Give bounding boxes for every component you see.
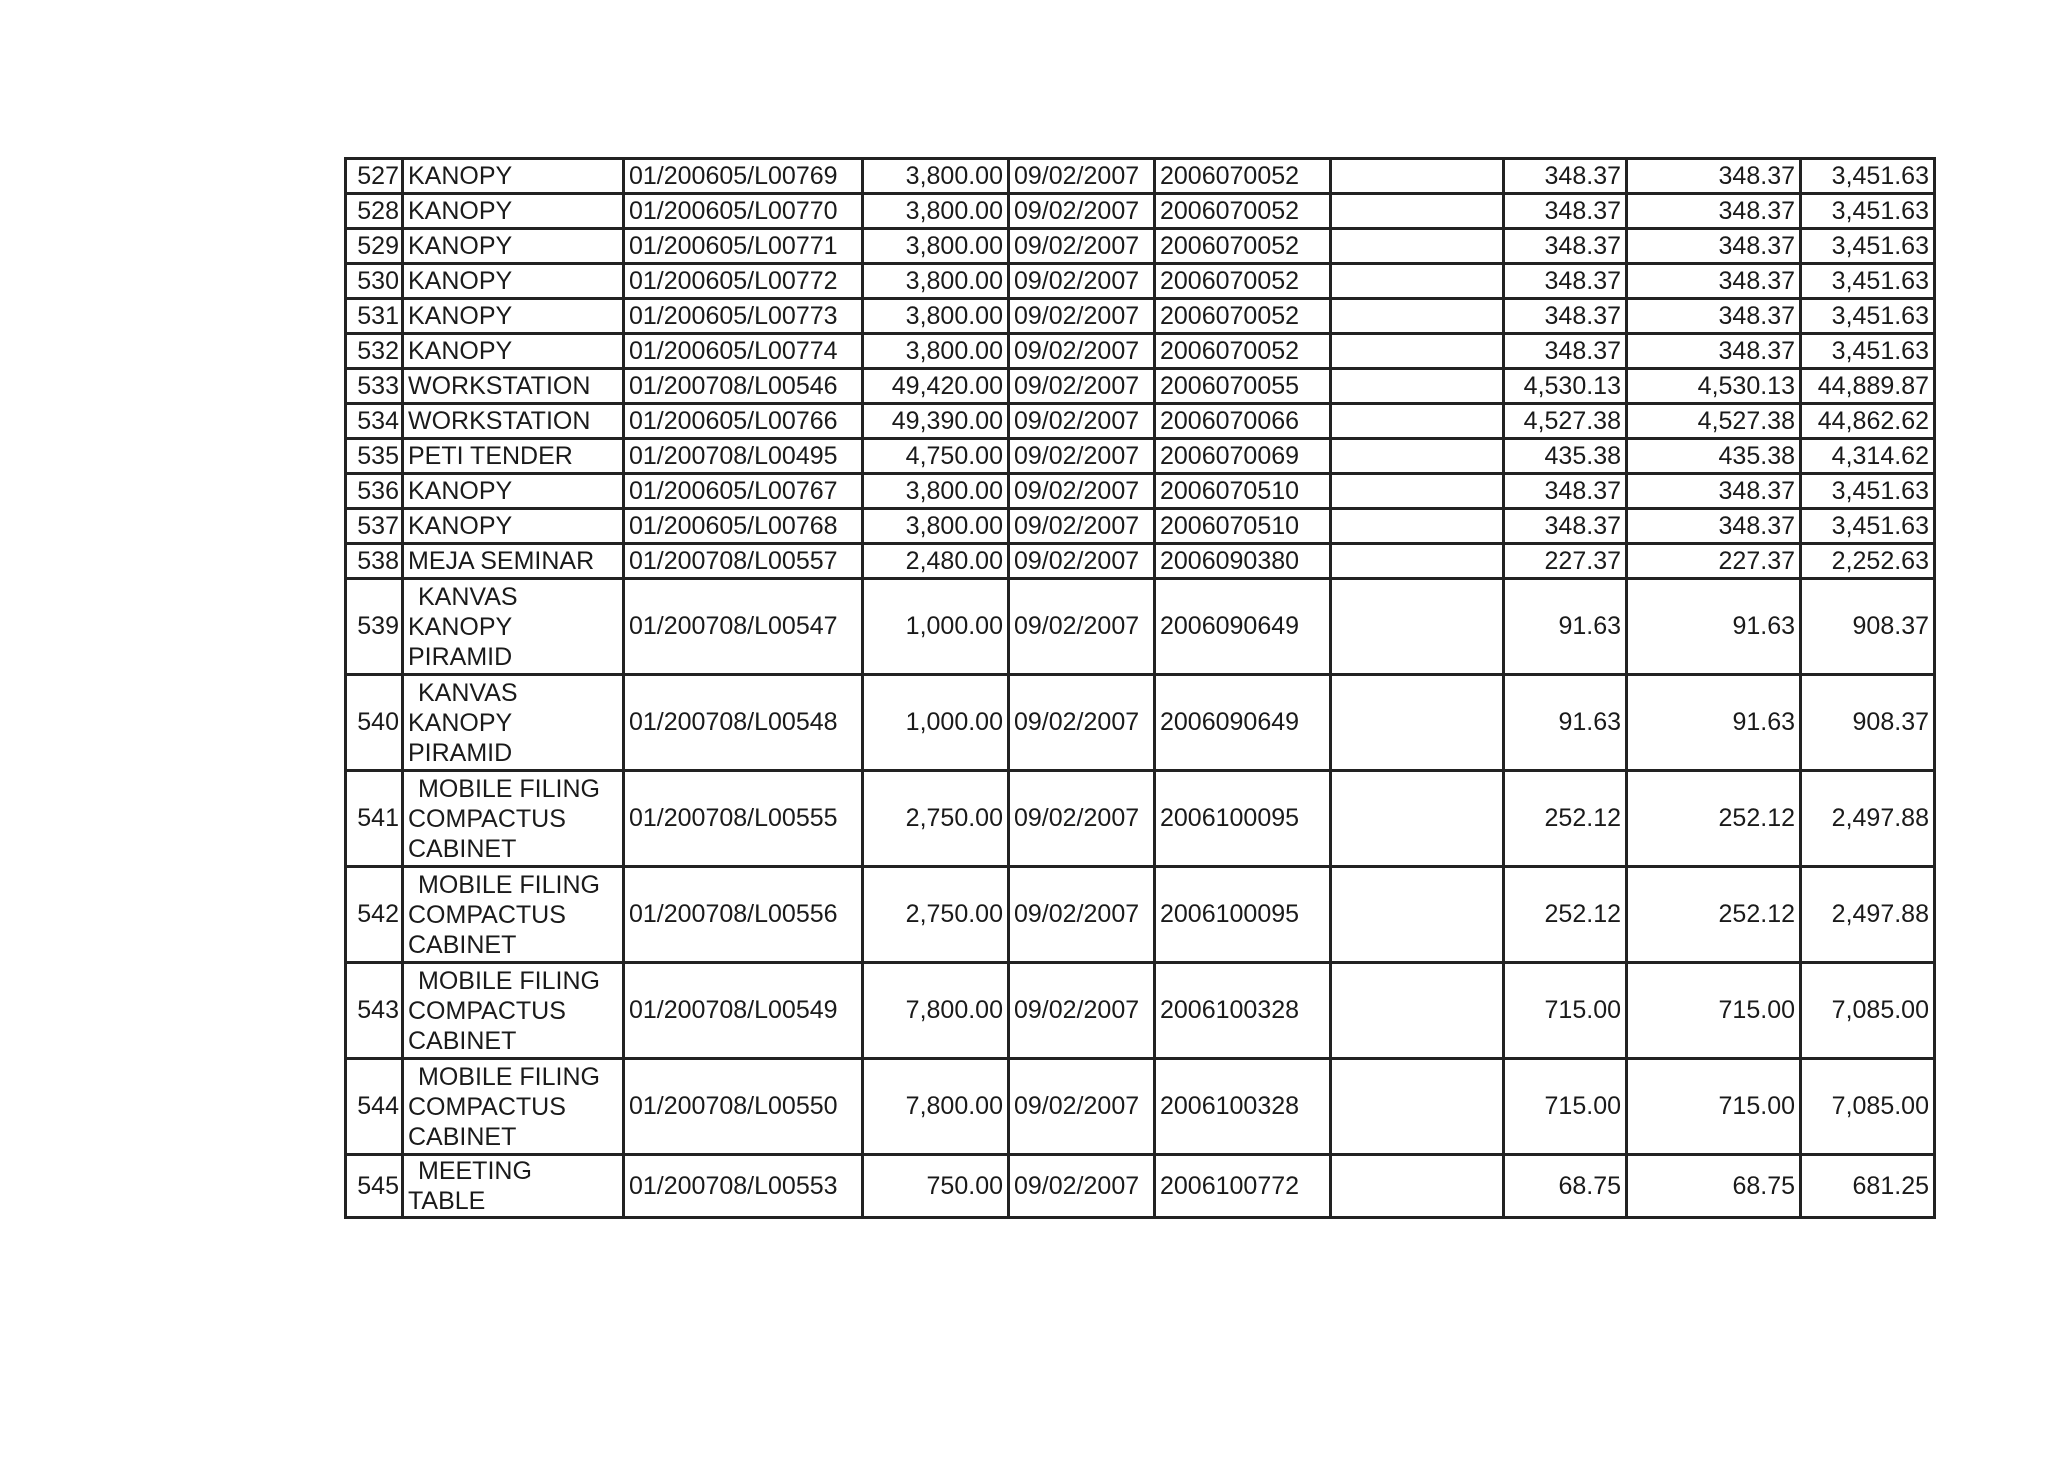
- cell-blank: [1331, 1155, 1504, 1218]
- cell-description: [403, 159, 624, 194]
- cell-document-number: 2006100772: [1155, 1155, 1331, 1218]
- table-row: [346, 474, 1935, 509]
- cell-document-number: 2006100095: [1155, 867, 1331, 963]
- cell-document-number: 2006070069: [1155, 439, 1331, 474]
- cell-blank: [1331, 771, 1504, 867]
- cell-document-number: 2006070510: [1155, 474, 1331, 509]
- cell-document-number: 2006090649: [1155, 579, 1331, 675]
- cell-description: [403, 369, 624, 404]
- cell-net-book-value: 4,314.62: [1801, 439, 1935, 474]
- cell-item-number: 530: [346, 264, 403, 299]
- cell-net-book-value: 3,451.63: [1801, 509, 1935, 544]
- cell-document-number: 2006070510: [1155, 509, 1331, 544]
- cell-description: [403, 1155, 624, 1218]
- table-row: [346, 963, 1935, 1059]
- cell-blank: [1331, 159, 1504, 194]
- cell-item-number: 538: [346, 544, 403, 579]
- cell-net-book-value: 44,889.87: [1801, 369, 1935, 404]
- cell-document-number: 2006070052: [1155, 159, 1331, 194]
- cell-depreciation: 348.37: [1504, 334, 1627, 369]
- cell-date: 09/02/2007: [1009, 963, 1155, 1059]
- description-line: KANOPY: [408, 232, 513, 260]
- cell-net-book-value: 7,085.00: [1801, 963, 1935, 1059]
- cell-accumulated-depreciation: 348.37: [1627, 159, 1801, 194]
- cell-blank: [1331, 369, 1504, 404]
- cell-description: [403, 334, 624, 369]
- cell-date: 09/02/2007: [1009, 1059, 1155, 1155]
- cell-accumulated-depreciation: 348.37: [1627, 474, 1801, 509]
- cell-document-number: 2006070052: [1155, 194, 1331, 229]
- cell-asset-reference: 01/200708/L00550: [624, 1059, 863, 1155]
- cell-blank: [1331, 867, 1504, 963]
- cell-net-book-value: 7,085.00: [1801, 1059, 1935, 1155]
- cell-item-number: 535: [346, 439, 403, 474]
- cell-accumulated-depreciation: 348.37: [1627, 299, 1801, 334]
- cell-blank: [1331, 963, 1504, 1059]
- cell-item-number: 527: [346, 159, 403, 194]
- cell-item-number: 544: [346, 1059, 403, 1155]
- description-line: WORKSTATION: [408, 407, 591, 435]
- cell-net-book-value: 2,497.88: [1801, 771, 1935, 867]
- cell-cost: 2,750.00: [863, 867, 1009, 963]
- description-line: COMPACTUS: [408, 804, 566, 833]
- cell-depreciation: 91.63: [1504, 675, 1627, 771]
- cell-date: 09/02/2007: [1009, 404, 1155, 439]
- cell-blank: [1331, 404, 1504, 439]
- cell-blank: [1331, 264, 1504, 299]
- cell-item-number: 528: [346, 194, 403, 229]
- table-row: [346, 544, 1935, 579]
- cell-depreciation: 715.00: [1504, 963, 1627, 1059]
- cell-asset-reference: 01/200605/L00769: [624, 159, 863, 194]
- description-line: CABINET: [408, 1122, 517, 1151]
- cell-net-book-value: 3,451.63: [1801, 194, 1935, 229]
- cell-asset-reference: 01/200708/L00546: [624, 369, 863, 404]
- description-line: KANOPY: [408, 337, 513, 365]
- cell-depreciation: 4,530.13: [1504, 369, 1627, 404]
- cell-description: [403, 579, 624, 675]
- cell-document-number: 2006070052: [1155, 334, 1331, 369]
- cell-asset-reference: 01/200708/L00557: [624, 544, 863, 579]
- cell-depreciation: 348.37: [1504, 509, 1627, 544]
- cell-date: 09/02/2007: [1009, 229, 1155, 264]
- description-line: CABINET: [408, 834, 517, 863]
- description-line: MEJA SEMINAR: [408, 547, 595, 575]
- cell-asset-reference: 01/200605/L00768: [624, 509, 863, 544]
- cell-accumulated-depreciation: 348.37: [1627, 264, 1801, 299]
- cell-depreciation: 348.37: [1504, 474, 1627, 509]
- cell-document-number: 2006100095: [1155, 771, 1331, 867]
- cell-blank: [1331, 439, 1504, 474]
- cell-document-number: 2006070055: [1155, 369, 1331, 404]
- cell-net-book-value: 2,497.88: [1801, 867, 1935, 963]
- cell-depreciation: 348.37: [1504, 194, 1627, 229]
- cell-asset-reference: 01/200605/L00773: [624, 299, 863, 334]
- cell-date: 09/02/2007: [1009, 159, 1155, 194]
- cell-net-book-value: 3,451.63: [1801, 264, 1935, 299]
- cell-item-number: 540: [346, 675, 403, 771]
- cell-item-number: 545: [346, 1155, 403, 1218]
- cell-description: [403, 264, 624, 299]
- cell-accumulated-depreciation: 435.38: [1627, 439, 1801, 474]
- cell-accumulated-depreciation: 348.37: [1627, 334, 1801, 369]
- table-row: [346, 867, 1935, 963]
- cell-asset-reference: 01/200708/L00548: [624, 675, 863, 771]
- cell-asset-reference: 01/200708/L00556: [624, 867, 863, 963]
- cell-description: [403, 544, 624, 579]
- description-line: KANOPY: [408, 512, 513, 540]
- cell-depreciation: 348.37: [1504, 159, 1627, 194]
- cell-cost: 4,750.00: [863, 439, 1009, 474]
- cell-accumulated-depreciation: 348.37: [1627, 229, 1801, 264]
- description-line: PIRAMID: [408, 738, 513, 767]
- description-line: PETI TENDER: [408, 442, 573, 470]
- cell-accumulated-depreciation: 4,527.38: [1627, 404, 1801, 439]
- cell-cost: 49,420.00: [863, 369, 1009, 404]
- cell-document-number: 2006070066: [1155, 404, 1331, 439]
- description-line: MOBILE FILING: [418, 774, 600, 803]
- cell-item-number: 532: [346, 334, 403, 369]
- cell-asset-reference: 01/200605/L00771: [624, 229, 863, 264]
- description-line: CABINET: [408, 1026, 517, 1055]
- cell-cost: 2,750.00: [863, 771, 1009, 867]
- cell-accumulated-depreciation: 227.37: [1627, 544, 1801, 579]
- cell-asset-reference: 01/200605/L00772: [624, 264, 863, 299]
- cell-date: 09/02/2007: [1009, 264, 1155, 299]
- cell-date: 09/02/2007: [1009, 771, 1155, 867]
- cell-depreciation: 252.12: [1504, 867, 1627, 963]
- table-row: [346, 334, 1935, 369]
- cell-description: [403, 229, 624, 264]
- cell-cost: 750.00: [863, 1155, 1009, 1218]
- cell-net-book-value: 908.37: [1801, 579, 1935, 675]
- cell-date: 09/02/2007: [1009, 439, 1155, 474]
- cell-item-number: 529: [346, 229, 403, 264]
- cell-date: 09/02/2007: [1009, 509, 1155, 544]
- cell-net-book-value: 2,252.63: [1801, 544, 1935, 579]
- cell-net-book-value: 908.37: [1801, 675, 1935, 771]
- cell-blank: [1331, 509, 1504, 544]
- cell-asset-reference: 01/200605/L00766: [624, 404, 863, 439]
- cell-asset-reference: 01/200708/L00547: [624, 579, 863, 675]
- cell-cost: 3,800.00: [863, 334, 1009, 369]
- table-row: [346, 404, 1935, 439]
- description-line: KANOPY: [408, 302, 513, 330]
- table-row: [346, 579, 1935, 675]
- cell-blank: [1331, 1059, 1504, 1155]
- cell-cost: 1,000.00: [863, 675, 1009, 771]
- cell-document-number: 2006090649: [1155, 675, 1331, 771]
- description-line: KANOPY: [408, 267, 513, 295]
- cell-asset-reference: 01/200708/L00553: [624, 1155, 863, 1218]
- description-line: WORKSTATION: [408, 372, 591, 400]
- cell-cost: 3,800.00: [863, 299, 1009, 334]
- cell-description: [403, 1059, 624, 1155]
- cell-blank: [1331, 299, 1504, 334]
- cell-document-number: 2006090380: [1155, 544, 1331, 579]
- cell-document-number: 2006070052: [1155, 264, 1331, 299]
- cell-depreciation: 715.00: [1504, 1059, 1627, 1155]
- cell-cost: 3,800.00: [863, 474, 1009, 509]
- table-row: [346, 675, 1935, 771]
- cell-item-number: 531: [346, 299, 403, 334]
- table-row: [346, 1155, 1935, 1218]
- cell-document-number: 2006070052: [1155, 299, 1331, 334]
- cell-document-number: 2006100328: [1155, 1059, 1331, 1155]
- cell-description: [403, 963, 624, 1059]
- cell-net-book-value: 3,451.63: [1801, 229, 1935, 264]
- cell-date: 09/02/2007: [1009, 299, 1155, 334]
- cell-item-number: 539: [346, 579, 403, 675]
- cell-asset-reference: 01/200708/L00555: [624, 771, 863, 867]
- table-row: [346, 299, 1935, 334]
- cell-blank: [1331, 544, 1504, 579]
- cell-accumulated-depreciation: 68.75: [1627, 1155, 1801, 1218]
- cell-accumulated-depreciation: 91.63: [1627, 675, 1801, 771]
- cell-description: [403, 194, 624, 229]
- cell-cost: 3,800.00: [863, 229, 1009, 264]
- cell-accumulated-depreciation: 348.37: [1627, 509, 1801, 544]
- cell-cost: 3,800.00: [863, 159, 1009, 194]
- cell-cost: 3,800.00: [863, 264, 1009, 299]
- cell-depreciation: 227.37: [1504, 544, 1627, 579]
- cell-asset-reference: 01/200605/L00767: [624, 474, 863, 509]
- cell-item-number: 534: [346, 404, 403, 439]
- cell-accumulated-depreciation: 252.12: [1627, 867, 1801, 963]
- asset-table: [344, 157, 1936, 1219]
- description-line: KANOPY: [408, 477, 513, 505]
- cell-cost: 49,390.00: [863, 404, 1009, 439]
- description-line: TABLE: [408, 1187, 486, 1215]
- table-row: [346, 771, 1935, 867]
- cell-item-number: 543: [346, 963, 403, 1059]
- cell-description: [403, 675, 624, 771]
- cell-blank: [1331, 334, 1504, 369]
- cell-accumulated-depreciation: 4,530.13: [1627, 369, 1801, 404]
- cell-item-number: 533: [346, 369, 403, 404]
- cell-net-book-value: 3,451.63: [1801, 334, 1935, 369]
- cell-date: 09/02/2007: [1009, 334, 1155, 369]
- cell-date: 09/02/2007: [1009, 1155, 1155, 1218]
- description-line: KANVAS: [418, 582, 518, 611]
- cell-accumulated-depreciation: 348.37: [1627, 194, 1801, 229]
- cell-net-book-value: 3,451.63: [1801, 299, 1935, 334]
- cell-depreciation: 68.75: [1504, 1155, 1627, 1218]
- description-line: PIRAMID: [408, 642, 513, 671]
- cell-cost: 2,480.00: [863, 544, 1009, 579]
- cell-cost: 3,800.00: [863, 509, 1009, 544]
- table-row: [346, 369, 1935, 404]
- cell-blank: [1331, 474, 1504, 509]
- cell-asset-reference: 01/200605/L00770: [624, 194, 863, 229]
- description-line: MOBILE FILING: [418, 870, 600, 899]
- cell-cost: 7,800.00: [863, 1059, 1009, 1155]
- cell-accumulated-depreciation: 715.00: [1627, 963, 1801, 1059]
- description-line: KANOPY: [408, 612, 513, 641]
- description-line: CABINET: [408, 930, 517, 959]
- cell-document-number: 2006100328: [1155, 963, 1331, 1059]
- cell-description: [403, 771, 624, 867]
- cell-date: 09/02/2007: [1009, 867, 1155, 963]
- cell-cost: 7,800.00: [863, 963, 1009, 1059]
- cell-accumulated-depreciation: 91.63: [1627, 579, 1801, 675]
- cell-accumulated-depreciation: 252.12: [1627, 771, 1801, 867]
- table-row: [346, 159, 1935, 194]
- table-row: [346, 439, 1935, 474]
- description-line: COMPACTUS: [408, 996, 566, 1025]
- cell-depreciation: 4,527.38: [1504, 404, 1627, 439]
- table-row: [346, 229, 1935, 264]
- cell-item-number: 536: [346, 474, 403, 509]
- table-row: [346, 194, 1935, 229]
- cell-blank: [1331, 579, 1504, 675]
- cell-blank: [1331, 675, 1504, 771]
- cell-net-book-value: 681.25: [1801, 1155, 1935, 1218]
- cell-depreciation: 91.63: [1504, 579, 1627, 675]
- cell-description: [403, 474, 624, 509]
- cell-date: 09/02/2007: [1009, 369, 1155, 404]
- table-row: [346, 509, 1935, 544]
- cell-asset-reference: 01/200708/L00495: [624, 439, 863, 474]
- asset-table-body: [346, 159, 1935, 1218]
- cell-depreciation: 348.37: [1504, 264, 1627, 299]
- cell-description: [403, 439, 624, 474]
- cell-blank: [1331, 229, 1504, 264]
- cell-description: [403, 404, 624, 439]
- cell-cost: 3,800.00: [863, 194, 1009, 229]
- description-line: MOBILE FILING: [418, 1062, 600, 1091]
- description-line: KANVAS: [418, 678, 518, 707]
- cell-cost: 1,000.00: [863, 579, 1009, 675]
- description-line: KANOPY: [408, 708, 513, 737]
- cell-net-book-value: 44,862.62: [1801, 404, 1935, 439]
- cell-blank: [1331, 194, 1504, 229]
- cell-date: 09/02/2007: [1009, 194, 1155, 229]
- table-row: [346, 1059, 1935, 1155]
- cell-asset-reference: 01/200708/L00549: [624, 963, 863, 1059]
- cell-date: 09/02/2007: [1009, 675, 1155, 771]
- description-line: COMPACTUS: [408, 1092, 566, 1121]
- cell-accumulated-depreciation: 715.00: [1627, 1059, 1801, 1155]
- cell-date: 09/02/2007: [1009, 474, 1155, 509]
- cell-net-book-value: 3,451.63: [1801, 159, 1935, 194]
- cell-description: [403, 299, 624, 334]
- cell-asset-reference: 01/200605/L00774: [624, 334, 863, 369]
- description-line: MEETING: [418, 1157, 532, 1185]
- cell-depreciation: 435.38: [1504, 439, 1627, 474]
- description-line: KANOPY: [408, 162, 513, 190]
- table-row: [346, 264, 1935, 299]
- description-line: COMPACTUS: [408, 900, 566, 929]
- cell-document-number: 2006070052: [1155, 229, 1331, 264]
- cell-item-number: 542: [346, 867, 403, 963]
- description-line: KANOPY: [408, 197, 513, 225]
- description-line: MOBILE FILING: [418, 966, 600, 995]
- cell-depreciation: 348.37: [1504, 299, 1627, 334]
- cell-item-number: 541: [346, 771, 403, 867]
- cell-depreciation: 348.37: [1504, 229, 1627, 264]
- cell-date: 09/02/2007: [1009, 579, 1155, 675]
- cell-description: [403, 509, 624, 544]
- cell-description: [403, 867, 624, 963]
- cell-item-number: 537: [346, 509, 403, 544]
- cell-date: 09/02/2007: [1009, 544, 1155, 579]
- cell-net-book-value: 3,451.63: [1801, 474, 1935, 509]
- cell-depreciation: 252.12: [1504, 771, 1627, 867]
